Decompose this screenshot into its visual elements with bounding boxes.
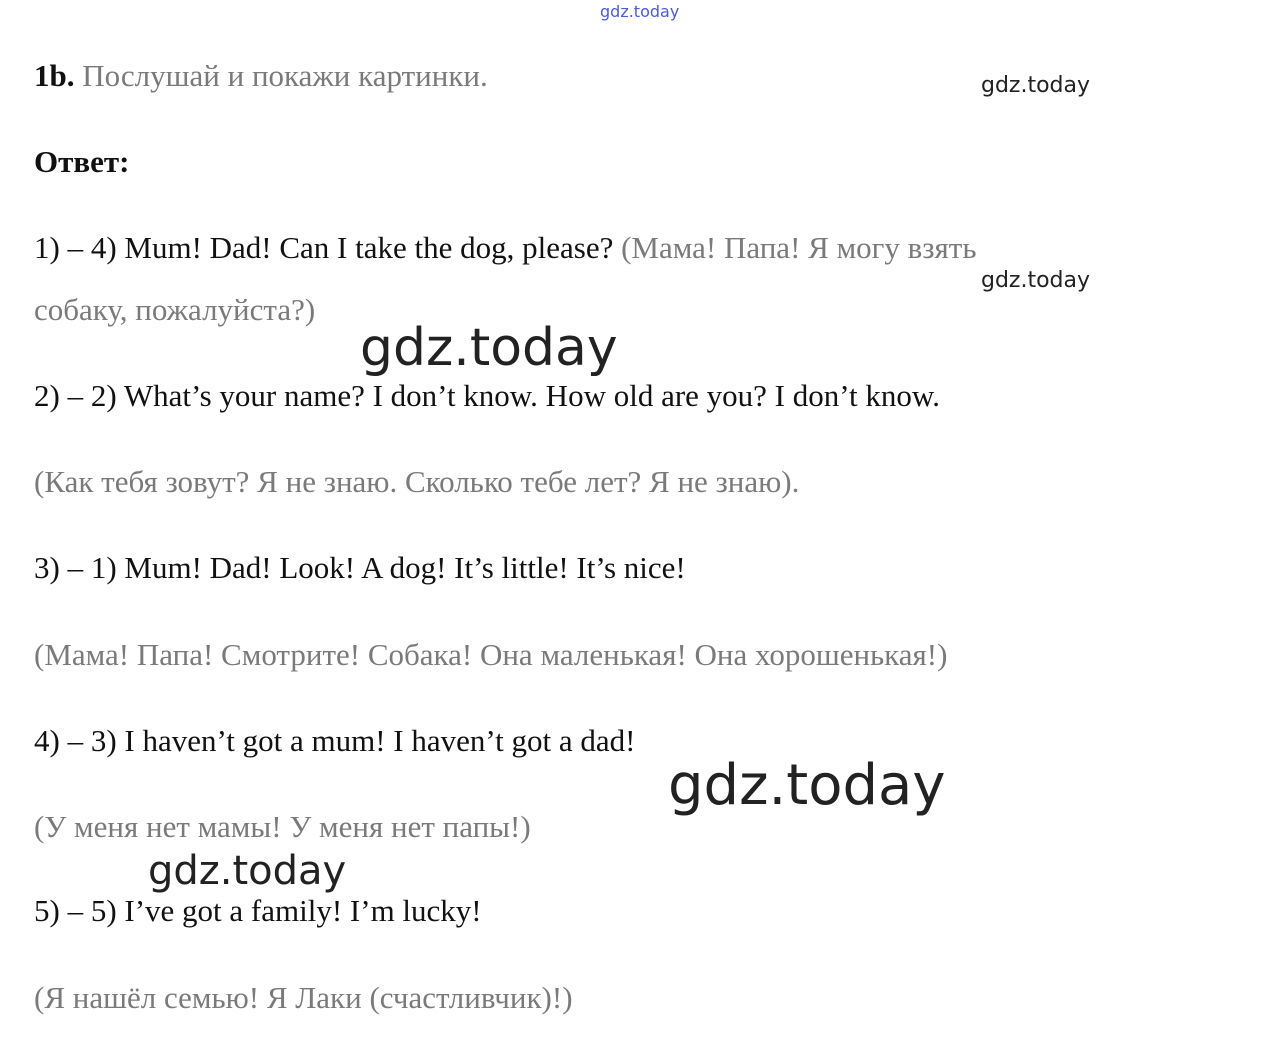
watermark-top: gdz.today (600, 2, 680, 21)
task-heading (34, 58, 488, 94)
answer-item-2-translation: (Как тебя зовут? Я не знаю. Сколько тебе лет? Я не знаю). (34, 464, 800, 499)
answer-item-5-translation: (Я нашёл семью! Я Лаки (счастливчик)!) (34, 980, 573, 1015)
watermark-medium: gdz.today (148, 848, 347, 894)
answer-item-english: 1) – 4) Mum! Dad! Can I take the dog, please? (34, 230, 614, 265)
answer-item-5-english: 5) – 5) I’ve got a family! I’m lucky! (34, 893, 482, 928)
watermark-large: gdz.today (668, 753, 946, 818)
answer-item-4-translation: (У меня нет мамы! У меня нет папы!) (34, 809, 531, 844)
answer-item-1 (34, 230, 976, 266)
answer-label: Ответ: (34, 144, 130, 179)
answer-item-translation: (Мама! Папа! Я могу взять (621, 230, 977, 265)
task-instruction: Послушай и покажи картинки. (82, 58, 488, 93)
answer-item-translation-continued: собаку, пожалуйста?) (34, 292, 316, 327)
answer-item-2-english: 2) – 2) What’s your name? I don’t know. How old are you? I don’t know. (34, 378, 940, 413)
answer-item-3-translation: (Мама! Папа! Смотрите! Собака! Она маленькая! Она хорошенькая!) (34, 637, 948, 672)
answer-item-3-english: 3) – 1) Mum! Dad! Look! A dog! It’s little! It’s nice! (34, 550, 686, 585)
task-number: 1b. (34, 58, 75, 93)
watermark-small: gdz.today (981, 73, 1091, 98)
watermark-large: gdz.today (360, 318, 618, 378)
watermark-small: gdz.today (981, 268, 1091, 293)
answer-item-4-english: 4) – 3) I haven’t got a mum! I haven’t got a dad! (34, 723, 636, 758)
